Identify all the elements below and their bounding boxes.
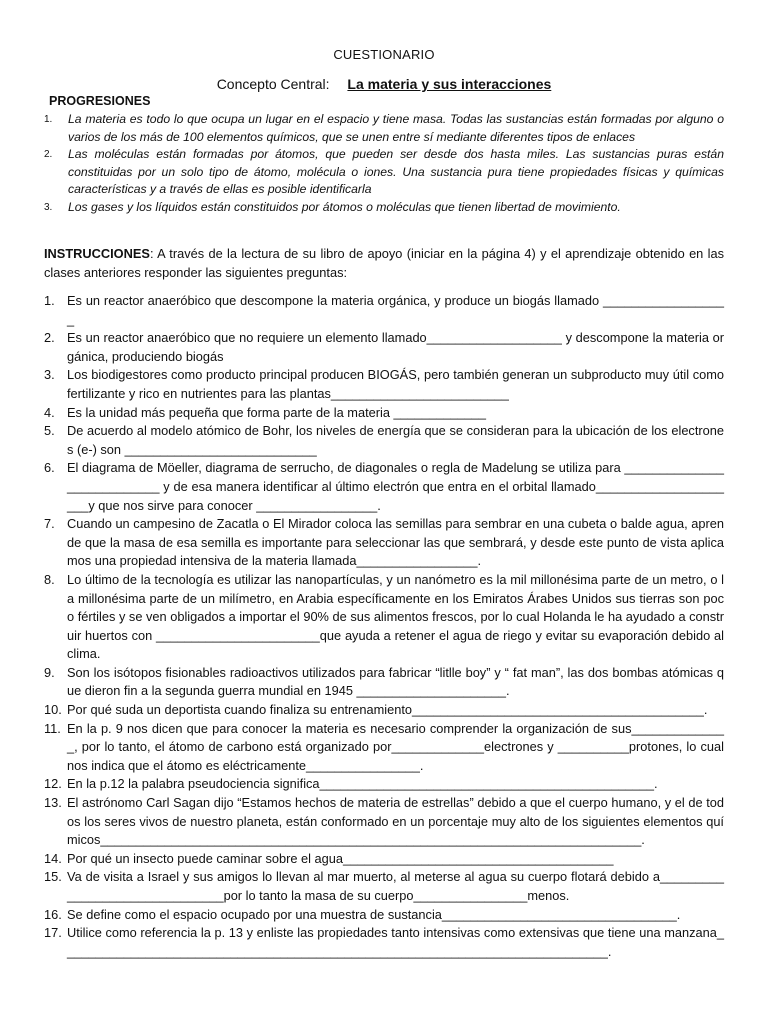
progression-item <box>44 111 724 146</box>
progression-item-text: Los gases y los líquidos están constituidos por átomos o moléculas que tienen libertad de movimiento. <box>68 199 621 214</box>
question-item-number: 14. <box>44 850 62 866</box>
question-item <box>44 366 724 403</box>
question-item <box>44 850 724 869</box>
question-item <box>44 701 724 720</box>
question-item <box>44 720 724 776</box>
question-item <box>44 422 724 459</box>
question-item <box>44 664 724 701</box>
question-item-number: 8. <box>44 571 55 587</box>
question-item-number: 3. <box>44 367 55 383</box>
question-item-number: 9. <box>44 664 55 680</box>
progression-item-number: 1. <box>44 114 53 125</box>
question-item-number: 1. <box>44 293 55 308</box>
central-concept-label: Concepto Central: <box>216 76 330 92</box>
question-item-number: 12. <box>44 776 62 792</box>
questions-list <box>44 292 724 961</box>
question-item-text: Lo último de la tecnología es utilizar las nanopartículas, y un nanómetro es la mil millonésima parte de un metro, o la millonésima parte de un milímetro, en Arabia específicamente en los Emiratos Árabes Unidos sus tierras son poco fértiles y se ven obligados a importar el 90% de sus alimentos frescos, por lo cual Holanda le ha ayudado a construir huertos con _______________________que ayuda a retener el agua de riego y evitar su evaporación debido al clima. <box>67 571 724 662</box>
instructions-label: INSTRUCCIONES <box>44 246 150 261</box>
question-item <box>44 292 724 329</box>
question-item-text: Se define como el espacio ocupado por una muestra de sustancia_________________________________. <box>67 906 681 922</box>
question-item <box>44 404 724 423</box>
question-item-text: Cuando un campesino de Zacatla o El Mirador coloca las semillas para sembrar en una cubeta o balde agua, aprende que la masa de esa semilla es importante para seleccionar las que sembrará, y desde este punto de vista aplicamos una propiedad intensiva de la materia llamada_________________. <box>67 516 724 569</box>
question-item-number: 4. <box>44 404 55 420</box>
progression-item-number: 2. <box>44 149 53 161</box>
progression-item-text: Las moléculas están formadas por átomos, que pueden ser desde dos hasta miles. Las sustancias puras están constituidas por un solo tipo de átomo, molécula o iones. Una sustancia pura tiene propiedades físicas y químicas características y a través de ellas es posible identificarla <box>68 147 724 197</box>
progression-item-number: 3. <box>44 201 53 213</box>
progressions-list <box>44 111 724 217</box>
question-item-text: Es la unidad más pequeña que forma parte de la materia _____________ <box>67 404 487 420</box>
question-item <box>44 459 724 515</box>
question-item-number: 5. <box>44 423 55 439</box>
question-item <box>44 906 724 925</box>
progression-item-text: La materia es todo lo que ocupa un lugar en el espacio y tiene masa. Todas las sustancias están formadas por alguno o varios de los más de 100 elementos químicos, que se unen entre sí mediante diferentes tipos de enlaces <box>68 112 724 144</box>
question-item-text: El diagrama de Möeller, diagrama de serrucho, de diagonales o regla de Madelung se utiliza para ___________________________ y de esa manera identificar al último electrón que entra en el orbital llamado_____________________y que nos sirve para conocer _________________. <box>67 460 724 513</box>
question-item <box>44 329 724 366</box>
progressions-heading: PROGRESIONES <box>49 94 151 108</box>
question-item-number: 7. <box>44 516 55 532</box>
question-item-text: Utilice como referencia la p. 13 y enliste las propiedades tanto intensivas como extensivas que tiene una manzana_____________________________________________________________________________. <box>67 925 724 959</box>
question-item-number: 11. <box>44 720 61 736</box>
question-item-text: Por qué un insecto puede caminar sobre el agua______________________________________ <box>67 850 614 866</box>
central-concept <box>0 76 768 92</box>
question-item-text: En la p.12 la palabra pseudociencia significa_______________________________________________. <box>67 776 658 792</box>
question-item-number: 16. <box>44 906 62 922</box>
question-item-number: 17. <box>44 925 62 941</box>
question-item <box>44 794 724 850</box>
question-item <box>44 571 724 664</box>
question-item-text: Son los isótopos fisionables radioactivos utilizados para fabricar “litlle boy” y “ fat man”, las dos bombas atómicas que dieron fin a la segunda guerra mundial en 1945 _____________________. <box>67 664 724 699</box>
question-item-number: 13. <box>44 795 62 811</box>
document-title: CUESTIONARIO <box>333 47 435 62</box>
question-item-text: Los biodigestores como producto principal producen BIOGÁS, pero también generan un subproducto muy útil como fertilizante y rico en nutrientes para las plantas_________________________ <box>67 367 724 401</box>
instructions-text: : A través de la lectura de su libro de apoyo (iniciar en la página 4) y el aprendizaje obtenido en las clases anteriores responder las siguientes preguntas: <box>44 246 724 280</box>
question-item-text: En la p. 9 nos dicen que para conocer la materia es necesario comprender la organización de sus______________, por lo tanto, el átomo de carbono está organizado por_____________electrones y __________protones, lo cual nos indica que el átomo es eléctricamente________________. <box>67 720 724 773</box>
progression-item <box>44 199 724 217</box>
question-item-text: De acuerdo al modelo atómico de Bohr, los niveles de energía que se consideran para la ubicación de los electrones (e-) son ___________________________ <box>67 423 724 457</box>
central-concept-value: La materia y sus interacciones <box>347 76 552 92</box>
question-item-number: 6. <box>44 460 55 476</box>
question-item <box>44 515 724 571</box>
question-item-text: El astrónomo Carl Sagan dijo “Estamos hechos de materia de estrellas” debido a que el cuerpo humano, y el de todos los seres vivos de nuestro planeta, están conformado en un porcentaje muy alto de los siguientes elementos químicos____________________________________________________________________________. <box>67 795 724 848</box>
question-item-number: 2. <box>44 330 55 346</box>
progression-item <box>44 146 724 199</box>
question-item <box>44 924 724 961</box>
question-item-text: Es un reactor anaeróbico que no requiere un elemento llamado___________________ y descompone la materia orgánica, produciendo biogás <box>67 330 724 364</box>
question-item-text: Es un reactor anaeróbico que descompone la materia orgánica, y produce un biogás llamado __________________ <box>67 293 724 327</box>
instructions-paragraph <box>44 245 724 283</box>
question-item-text: Por qué suda un deportista cuando finaliza su entrenamiento_________________________________________. <box>67 702 708 718</box>
question-item <box>44 868 724 905</box>
question-item <box>44 775 724 794</box>
question-item-text: Va de visita a Israel y sus amigos lo llevan al mar muerto, al meterse al agua su cuerpo flotará debido a_______________________________por lo tanto la masa de su cuerpo________________menos. <box>67 869 724 903</box>
question-item-number: 15. <box>44 869 62 885</box>
question-item-number: 10. <box>44 702 62 718</box>
